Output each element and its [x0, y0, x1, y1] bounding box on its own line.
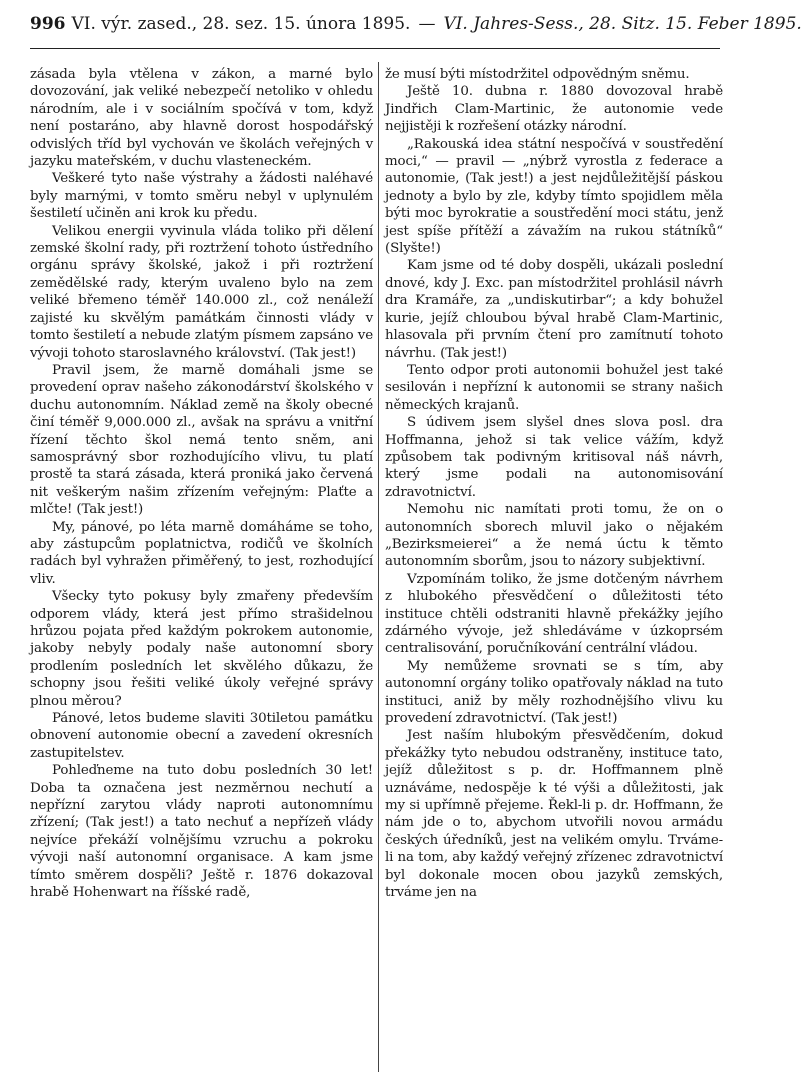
header-czech: VI. výr. zased., 28. sez. 15. února 1895. [71, 14, 411, 34]
paragraph: S údivem jsem slyšel dnes slova posl. dra Hoffmanna, jehož si tak velice vážím, když způsobem tak podivným kritisoval náš návrh, který jsme podali na autonomisování zdravotnictví. [385, 415, 723, 500]
page-number: 996 [30, 14, 66, 34]
column-divider [378, 62, 379, 1072]
right-column [385, 66, 723, 902]
paragraph: Pravil jsem, že marně domáhali jsme se provedení oprav našeho zákonodárství školského v duchu autonomním. Náklad země na školy obecné činí téměř 9,000.000 zl., avšak na správu a vnitřní řízení těchto škol nemá tento sněm, ani samosprávný sbor rozhodujícího vlivu, tu platí prostě ta stará zásada, která proniká jako červená nit veškerým našim zřízením veřejným: Plaťte a mlčte! (Tak jest!) [30, 362, 373, 518]
paragraph: Veškeré tyto naše výstrahy a žádosti naléhavé byly marnými, v tomto směru nebyl v uplynulém šestiletí učiněn ani krok ku předu. [30, 171, 373, 222]
paragraph: zásada byla vtělena v zákon, a marné bylo dovozování, jak veliké nebezpečí netoliko v ohledu národním, ale i v sociálním spočívá v tom, když není postaráno, aby hlavně dorost hospodářský odvislých tříd byl vychován ve školách veřejných v jazyku mateřském, v duchu vlasteneckém. [30, 67, 373, 170]
paragraph: My nemůžeme srovnati se s tím, aby autonomní orgány toliko opatřovaly náklad na tuto instituci, aniž by měly rozhodnějšího vlivu ku provedení zdravotnictví. (Tak jest!) [385, 658, 723, 727]
paragraph: Pánové, letos budeme slaviti 30tiletou památku obnovení autonomie obecní a zavedení okresních zastupitelstev. [30, 711, 373, 761]
page-header [30, 14, 802, 40]
paragraph: Kam jsme od té doby dospěli, ukázali poslední dnové, kdy J. Exc. pan místodržitel prohlásil návrh dra Kramáře, za „undiskutirbar“; a kdy bohužel kurie, jejíž chloubou býval hrabě Clam-Martinic, hlasovala při prvním čtení pro zamítnutí tohoto návrhu. (Tak jest!) [385, 258, 723, 361]
paragraph: Vzpomínám toliko, že jsme dotčeným návrhem z hlubokého přesvědčení o důležitosti této instituce chtěli odstraniti hlavně překážky jejího zdárného vývoje, jež shledáváme v úzkoprsém centralisování, poručníkování centrální vládou. [385, 571, 723, 657]
paragraph: Nemohu nic namítati proti tomu, že on o autonomních sborech mluvil jako o nějakém „Bezirksmeierei“ a že nemá úctu k těmto autonomním sborům, jsou to názory subjektivní. [385, 502, 723, 570]
left-column [30, 66, 373, 902]
paragraph: My, pánové, po léta marně domáháme se toho, aby zástupcům poplatnictva, rodičů ve školních radách byl vyhražen přiměřený, to jest, rozhodující vliv. [30, 519, 373, 587]
paragraph: že musí býti místodržitel odpovědným sněmu. [385, 67, 690, 82]
header-separator: — [418, 14, 436, 34]
paragraph: Jest naším hlubokým přesvědčením, dokud překážky tyto nebudou odstraněny, instituce tato, jejíž důležitost s p. dr. Hoffmannem plně uznáváme, nedospěje k té výši a důležitosti, jak my si upřímně přejeme. Řekl-li p. dr. Hoffmann, že nám jde o to, abychom utvořili novou armádu českých úředníků, jest na velikém omylu. Trváme-li na tom, aby každý veřejný zřízenec zdravotnictví byl dokonale mocen obou jazyků zemských, trváme jen na [385, 728, 723, 901]
header-german: VI. Jahres-Sess., 28. Sitz. 15. Feber 1895. [443, 14, 802, 34]
paragraph: Velikou energii vyvinula vláda toliko při dělení zemské školní rady, při roztržení tohoto ústředního orgánu správy školské, jakož i při roztržení zemědělské rady, kterým uvaleno bylo na zem veliké břemeno téměř 140.000 zl., což nenáleží zajisté ku skvělým památkám činnosti vlády v tomto šestiletí a nebude zlatým písmem zapsáno ve vývoji tohoto staroslavného království. (Tak jest!) [30, 223, 373, 361]
paragraph: Pohleďneme na tuto dobu posledních 30 let! Doba ta označena jest nezměrnou nechutí a nepřízní zarytou vlády naproti autonomnímu zřízení; (Tak jest!) a tato nechuť a nepřízeň vlády nejvíce překáží volnějšímu vzruchu a pokroku vývoji naší autonomní organisace. A kam jsme tímto směrem dospěli? Ještě r. 1876 dokazoval hrabě Hohenwart na říšské radě, [30, 763, 373, 901]
paragraph: Všecky tyto pokusy byly zmařeny především odporem vlády, která jest přímo strašidelnou hrůzou pojata před každým pokrokem autonomie, jakoby nebyly podaly naše autonomní sbory prodlením posledních let skvělého důkazu, že schopny jsou řešiti veliké úkoly veřejné správy plnou měrou? [30, 589, 373, 709]
paragraph: „Rakouská idea státní nespočívá v soustředění moci,“ — pravil — „nýbrž vyrostla z federace a autonomie, (Tak jest!) a jest nejdůležitější páskou jednoty a bylo by zle, kdyby tímto spojidlem měla býti moc byrokratie a soustředění moci státu, jenž jest spíše přítěží a závažím na rukou státníků“ (Slyšte!) [385, 136, 723, 257]
header-rule [30, 48, 720, 49]
paragraph: Tento odpor proti autonomii bohužel jest také sesilován i nepřízní k autonomii se strany našich německých krajanů. [385, 362, 723, 413]
paragraph: Ještě 10. dubna r. 1880 dovozoval hrabě Jindřich Clam-Martinic, že autonomie vede nejjistěji k rozřešení otázky národní. [385, 84, 723, 135]
